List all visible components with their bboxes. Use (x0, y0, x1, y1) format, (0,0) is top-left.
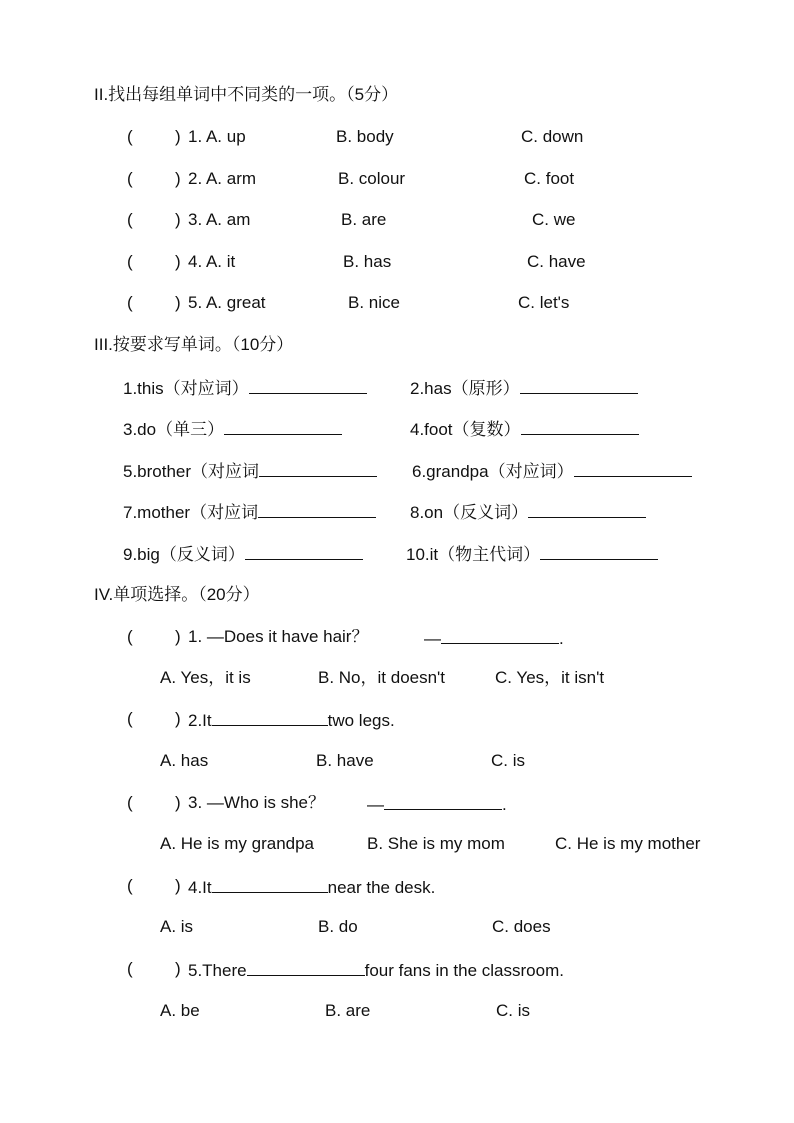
option-a: A. Yes，it is (160, 668, 251, 687)
question-text: 3. —Who is she？ (188, 793, 325, 812)
answer-blank[interactable] (574, 460, 692, 477)
paren-open: ( (127, 959, 133, 978)
paren-open: ( (127, 876, 133, 895)
option-b: B. are (325, 1001, 371, 1020)
section-2-title: II.找出每组单词中不同类的一项。（5分） (94, 85, 399, 104)
word-item-8 (410, 501, 646, 523)
option-c: C. Yes，it isn't (495, 668, 605, 687)
option-b: B. body (336, 127, 394, 146)
word-item-7 (123, 501, 376, 523)
word-prompt: 3.do（单三） (123, 420, 225, 439)
option-a: 3. A. am (188, 210, 251, 229)
option-c: C. we (532, 210, 576, 229)
option-c: C. foot (524, 169, 575, 188)
option-a: 5. A. great (188, 293, 266, 312)
answer-blank[interactable] (247, 959, 365, 976)
option-a: 1. A. up (188, 127, 246, 146)
word-prompt: 1.this（对应词） (123, 379, 249, 398)
paren-close: ) (175, 293, 181, 312)
answer-blank[interactable] (540, 543, 658, 560)
paren-close: ) (175, 959, 181, 978)
paren-open: ( (127, 627, 133, 646)
word-prompt: 2.has（原形） (410, 379, 520, 398)
answer-blank[interactable] (441, 627, 559, 644)
word-item-4 (410, 418, 639, 440)
answer-line (424, 627, 564, 649)
paren-open: ( (127, 210, 133, 229)
option-b: B. nice (348, 293, 400, 312)
word-item-9 (123, 543, 363, 565)
paren-close: ) (175, 210, 181, 229)
option-c: C. let's (518, 293, 570, 312)
answer-blank[interactable] (212, 709, 328, 726)
answer-blank[interactable] (258, 501, 376, 518)
option-b: B. She is my mom (367, 834, 505, 853)
question-tail: two legs. (327, 711, 395, 730)
paren-close: ) (175, 252, 181, 271)
word-item-2 (410, 377, 638, 399)
answer-blank[interactable] (245, 543, 363, 560)
question-text: 1. —Does it have hair？ (188, 627, 369, 646)
option-c: C. does (492, 917, 551, 936)
question-text (188, 876, 435, 898)
option-c: C. is (496, 1001, 530, 1020)
option-c: C. have (527, 252, 586, 271)
answer-blank[interactable] (528, 501, 646, 518)
word-prompt: 7.mother（对应词 (123, 503, 259, 522)
answer-blank[interactable] (259, 460, 377, 477)
option-c: C. is (491, 751, 525, 770)
paren-close: ) (175, 627, 181, 646)
word-prompt: 10.it（物主代词） (406, 545, 541, 564)
word-prompt: 6.grandpa（对应词） (412, 462, 574, 481)
option-b: B. No，it doesn't (318, 668, 446, 687)
option-b: B. are (341, 210, 387, 229)
option-b: B. do (318, 917, 358, 936)
question-text (188, 709, 395, 731)
answer-blank[interactable] (520, 377, 638, 394)
question-start: 2.It (188, 711, 212, 730)
option-a: A. He is my grandpa (160, 834, 315, 853)
end-period: . (559, 629, 564, 648)
option-a: 4. A. it (188, 252, 236, 271)
answer-line (367, 793, 507, 815)
option-a: 2. A. arm (188, 169, 257, 188)
paren-close: ) (175, 709, 181, 728)
paren-open: ( (127, 127, 133, 146)
paren-close: ) (175, 169, 181, 188)
option-a: A. be (160, 1001, 200, 1020)
paren-open: ( (127, 793, 133, 812)
word-item-3 (123, 418, 342, 440)
word-item-10 (406, 543, 658, 565)
answer-blank[interactable] (249, 377, 367, 394)
answer-blank[interactable] (384, 793, 502, 810)
section-3-title: III.按要求写单词。（10分） (94, 335, 294, 354)
question-tail: four fans in the classroom. (364, 961, 564, 980)
paren-open: ( (127, 293, 133, 312)
option-c: C. down (521, 127, 584, 146)
answer-blank[interactable] (521, 418, 639, 435)
end-period: . (502, 795, 507, 814)
option-a: A. is (160, 917, 194, 936)
question-text (188, 959, 564, 981)
answer-blank[interactable] (224, 418, 342, 435)
word-prompt: 8.on（反义词） (410, 503, 529, 522)
answer-blank[interactable] (212, 876, 328, 893)
word-item-6 (412, 460, 692, 482)
paren-close: ) (175, 876, 181, 895)
paren-open: ( (127, 709, 133, 728)
paren-close: ) (175, 793, 181, 812)
option-a: A. has (160, 751, 209, 770)
option-b: B. has (343, 252, 392, 271)
paren-open: ( (127, 169, 133, 188)
paren-open: ( (127, 252, 133, 271)
dash: — (367, 795, 384, 814)
option-c: C. He is my mother (555, 834, 701, 853)
word-prompt: 4.foot（复数） (410, 420, 521, 439)
word-item-1 (123, 377, 367, 399)
option-b: B. have (316, 751, 374, 770)
question-start: 5.There (188, 961, 247, 980)
question-tail: near the desk. (327, 878, 436, 897)
option-b: B. colour (338, 169, 406, 188)
word-item-5 (123, 460, 377, 482)
section-4-title: IV.单项选择。（20分） (94, 585, 260, 604)
word-prompt: 9.big（反义词） (123, 545, 245, 564)
word-prompt: 5.brother（对应词 (123, 462, 260, 481)
paren-close: ) (175, 127, 181, 146)
dash: — (424, 629, 441, 648)
question-start: 4.It (188, 878, 212, 897)
